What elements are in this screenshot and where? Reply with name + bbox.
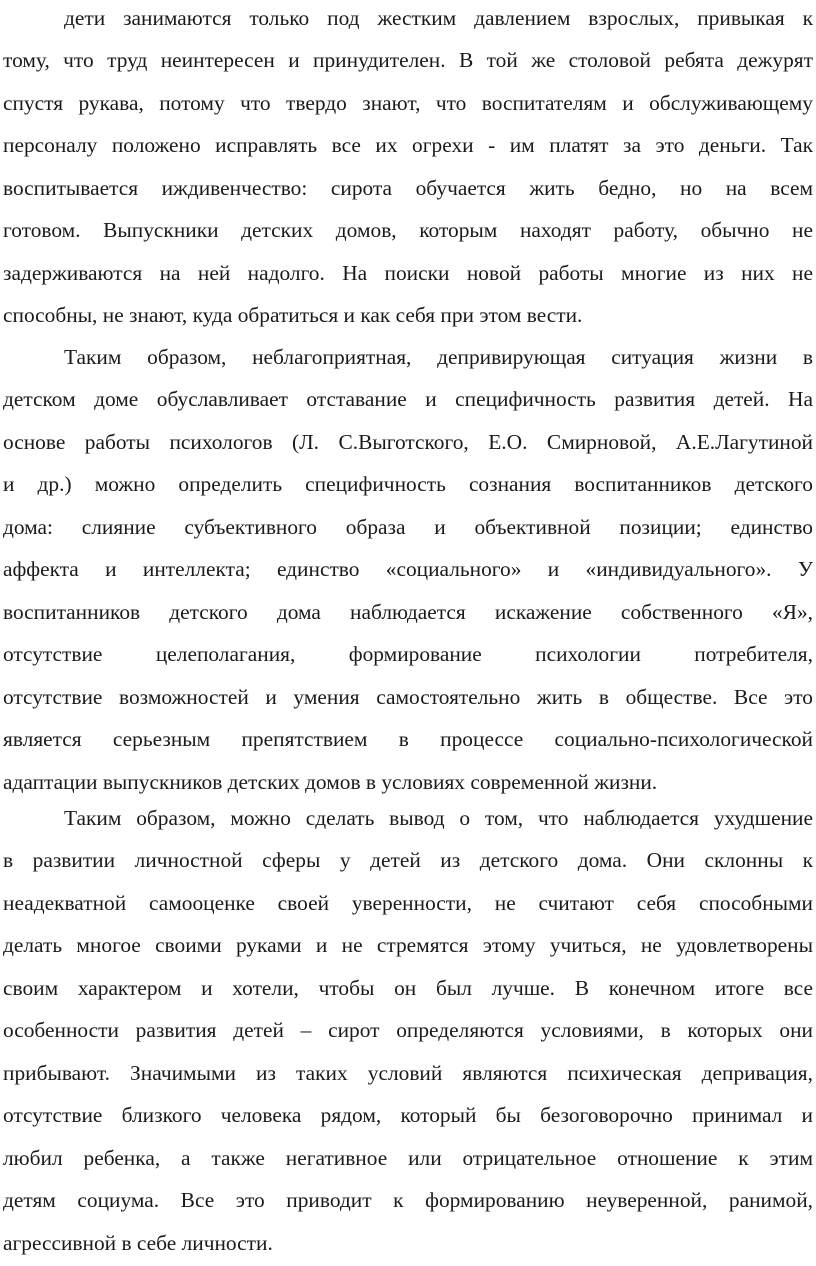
text-line: отсутствие возможностей и умения самостоятельно жить в обществе. Все это: [3, 684, 813, 709]
text-line: отсутствие близкого человека рядом, который бы безоговорочно принимал и: [3, 1103, 813, 1128]
text-line: любил ребенка, а также негативное или отрицательное отношение к этим: [3, 1145, 813, 1170]
text-line: аффекта и интеллекта; единство «социального» и «индивидуального». У: [3, 557, 813, 582]
text-line: дети занимаются только под жестким давлением взрослых, привыкая к: [64, 6, 813, 30]
text-line: и др.) можно определить специфичность сознания воспитанников детского: [3, 472, 813, 497]
text-line: Таким образом, можно сделать вывод о том, что наблюдается ухудшение: [64, 806, 813, 830]
text-line: готовом. Выпускники детских домов, которым находят работу, обычно не: [3, 218, 813, 243]
text-line: воспитывается иждивенчество: сирота обучается жить бедно, но на всем: [3, 175, 813, 200]
text-line: прибывают. Значимыми из таких условий являются психическая депривация,: [3, 1060, 813, 1085]
text-line: спустя рукава, потому что твердо знают, что воспитателям и обслуживающему: [3, 90, 813, 115]
text-line: своим характером и хотели, чтобы он был лучше. В конечном итоге все: [3, 975, 813, 1000]
text-line: дома: слияние субъективного образа и объективной позиции; единство: [3, 514, 813, 539]
text-line: делать многое своими руками и не стремятся этому учиться, не удовлетворены: [3, 933, 813, 958]
paragraph-1: [3, 0, 813, 337]
text-line: адаптации выпускников детских домов в условиях современной жизни.: [3, 769, 658, 794]
text-line: неадекватной самооценке своей уверенности, не считают себя способными: [3, 890, 813, 915]
text-line: персоналу положено исправлять все их огрехи - им платят за это деньги. Так: [3, 133, 813, 158]
text-line: детском доме обуславливает отставание и специфичность развития детей. На: [3, 387, 813, 412]
text-line: является серьезным препятствием в процессе социально-психологической: [3, 727, 813, 752]
text-line: основе работы психологов (Л. С.Выготского, Е.О. Смирновой, А.Е.Лагутиной: [3, 429, 813, 454]
text-line: отсутствие целеполагания, формирование психологии потребителя,: [3, 642, 813, 667]
paragraph-3: [3, 797, 813, 1264]
text-line: задерживаются на ней надолго. На поиски новой работы многие из них не: [3, 260, 813, 285]
text-line: способны, не знают, куда обратиться и как себя при этом вести.: [3, 303, 583, 328]
text-line: агрессивной в себе личности.: [3, 1230, 273, 1255]
text-line: Таким образом, неблагоприятная, депривирующая ситуация жизни в: [64, 345, 813, 369]
text-line: воспитанников детского дома наблюдается искажение собственного «Я»,: [3, 599, 813, 624]
text-line: особенности развития детей – сирот определяются условиями, в которых они: [3, 1018, 813, 1043]
text-line: в развитии личностной сферы у детей из детского дома. Они склонны к: [3, 848, 813, 873]
text-line: тому, что труд неинтересен и принудителен. В той же столовой ребята дежурят: [3, 48, 813, 73]
paragraph-2: [3, 336, 813, 803]
text-line: детям социума. Все это приводит к формированию неуверенной, ранимой,: [3, 1188, 813, 1213]
